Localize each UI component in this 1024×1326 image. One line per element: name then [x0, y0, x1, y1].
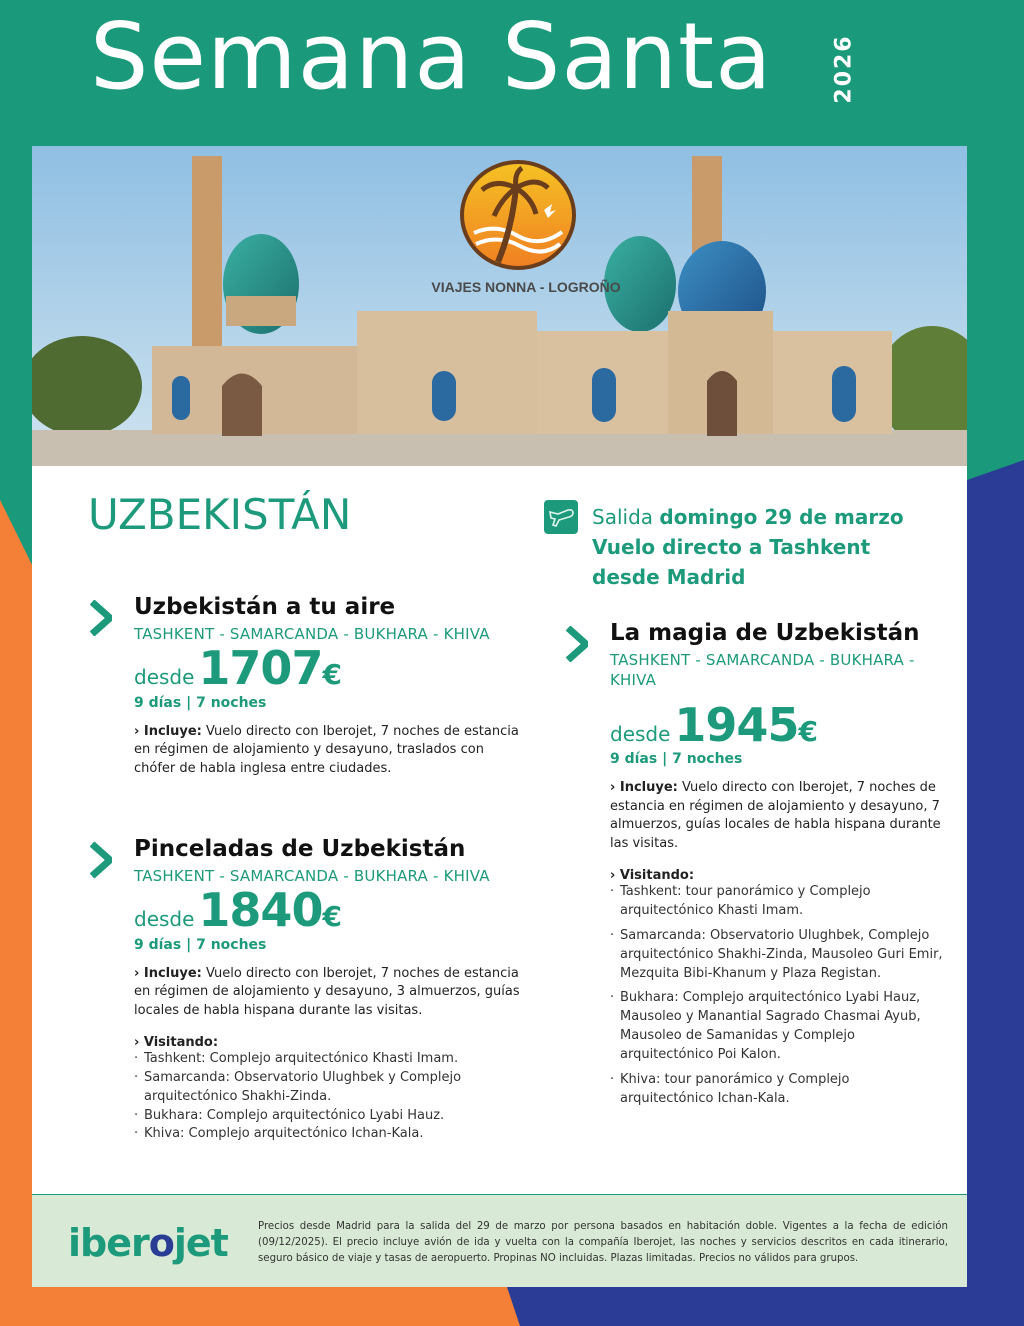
tour-title: Uzbekistán a tu aire [134, 594, 396, 620]
tour-visiting-list [610, 883, 945, 1108]
tour-duration: 9 días | 7 noches [134, 936, 267, 953]
visit-item: · Tashkent: Complejo arquitectónico Khasti Imam. [134, 1050, 474, 1069]
agency-name: VIAJES NONNA - LOGROÑO [431, 279, 621, 295]
visit-item: · Khiva: tour panorámico y Complejo arquitectónico Ichan-Kala. [610, 1071, 945, 1109]
plane-icon [544, 500, 578, 534]
tour-includes: › Incluye: Vuelo directo con Iberojet, 7 noches de estancia en régimen de alojamiento y desayuno, 7 almuerzos, guías locales de habla hispana durante las visitas. [610, 779, 941, 852]
tour-visiting-label: › Visitando: [610, 868, 695, 884]
tour-visiting-label: › Visitando: [134, 1035, 219, 1051]
visit-item: · Samarcanda: Observatorio Ulughbek y Complejo arquitectónico Shakhi-Zinda. [134, 1069, 474, 1107]
departure-flight: Vuelo directo a Tashkent desde Madrid [592, 535, 871, 589]
content-card [32, 466, 967, 1194]
tour-title: Pinceladas de Uzbekistán [134, 836, 466, 862]
tour-price: desde 1945 € [610, 697, 818, 752]
chevron-right-icon [566, 626, 588, 662]
iberojet-logo: iberojet [68, 1221, 228, 1265]
tour-route: TASHKENT - SAMARCANDA - BUKHARA - KHIVA [134, 625, 490, 643]
tour-route: TASHKENT - SAMARCANDA - BUKHARA - KHIVA [134, 867, 490, 885]
legal-disclaimer: Precios desde Madrid para la salida del 29 de marzo por persona basados en habitación doble. Vigentes a la fecha de edición (09/12/2025). El precio incluye avión de ida y vuelta con la compañía Iberojet, las noches y servicios descritos en cada itinerario, seguro básico de viaje y tasas de aeropuerto. Propinas NO incluidas. Plazas limitadas. Precios no válidos para grupos. [258, 1221, 948, 1264]
page-title: Semana Santa [90, 3, 773, 110]
tour-includes: › Incluye: Vuelo directo con Iberojet, 7 noches de estancia en régimen de alojamiento y desayuno, 3 almuerzos, guías locales de habla hispana durante las visitas. [134, 965, 520, 1019]
departure-text [592, 502, 922, 592]
visit-item: · Khiva: Complejo arquitectónico Ichan-Kala. [134, 1125, 474, 1144]
chevron-right-icon [90, 600, 112, 636]
visit-item: · Bukhara: Complejo arquitectónico Lyabi Hauz, Mausoleo y Manantial Sagrado Chasmai Ayub, Mausoleo de Samanidas y Complejo arquitectónico Poi Kalon. [610, 989, 945, 1064]
country-heading: UZBEKISTÁN [88, 490, 352, 539]
visit-item: · Tashkent: tour panorámico y Complejo arquitectónico Khasti Imam. [610, 883, 945, 921]
tour-route: TASHKENT - SAMARCANDA - BUKHARA - KHIVA [610, 651, 915, 690]
page-year: 2026 [831, 34, 857, 104]
tour-includes: › Incluye: Vuelo directo con Iberojet, 7 noches de estancia en régimen de alojamiento y desayuno, traslados con chófer de habla inglesa entre ciudades. [134, 723, 519, 777]
tour-duration: 9 días | 7 noches [134, 694, 267, 711]
tour-visiting-list [134, 1050, 474, 1144]
chevron-right-icon [90, 842, 112, 878]
footer [32, 1195, 967, 1287]
agency-logo [456, 158, 580, 272]
tour-duration: 9 días | 7 noches [610, 750, 743, 767]
departure-prefix: Salida [592, 505, 654, 529]
departure-date: domingo 29 de marzo [659, 505, 904, 529]
tour-title: La magia de Uzbekistán [610, 620, 920, 646]
visit-item: · Bukhara: Complejo arquitectónico Lyabi Hauz. [134, 1107, 474, 1126]
tour-price: desde 1707 € [134, 641, 342, 696]
visit-item: · Samarcanda: Observatorio Ulughbek, Complejo arquitectónico Shakhi-Zinda, Mausoleo Guri Emir, Mezquita Bibi-Khanum y Plaza Registan. [610, 927, 945, 984]
hero-image [32, 146, 967, 466]
tour-price: desde 1840 € [134, 883, 342, 938]
